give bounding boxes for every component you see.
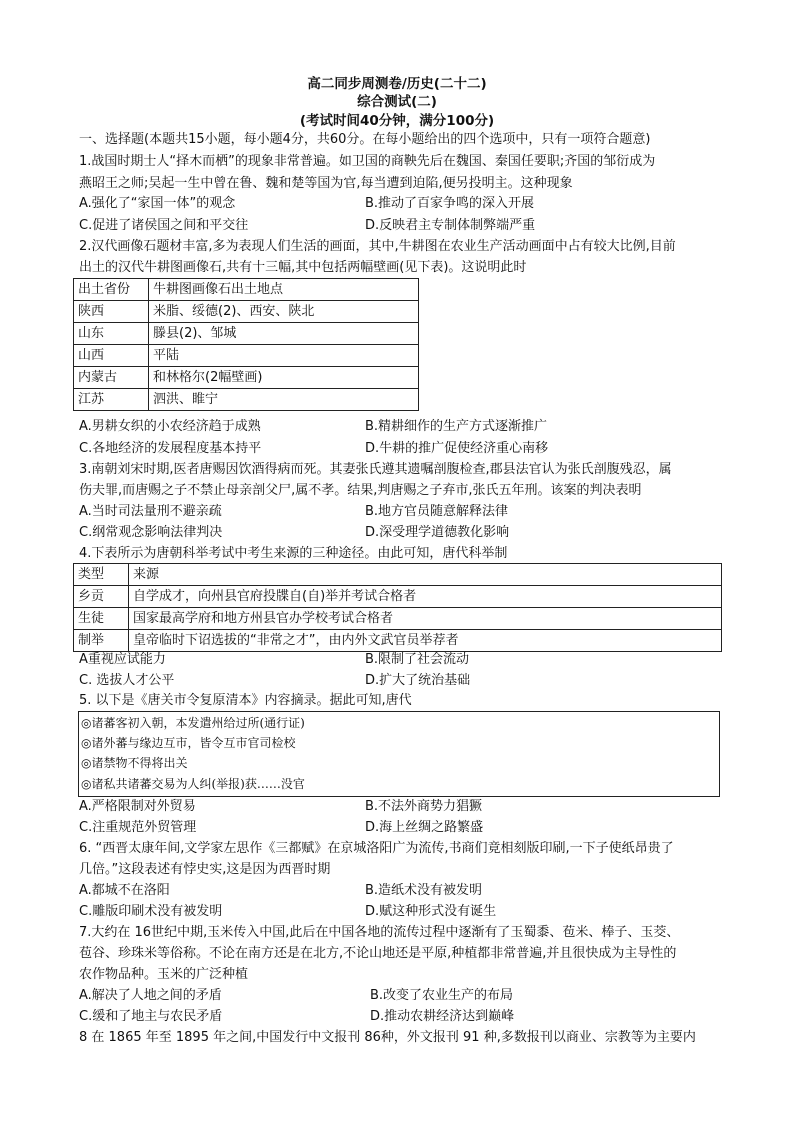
q2-stem-line1: 2.汉代画像石题材丰富,多为表现人们生活的画面，其中,牛耕图在农业生产活动画面中占有较大比例,目前 <box>79 239 676 254</box>
q5-option-b: B.不法外商势力猖獗 <box>365 799 483 814</box>
table-header-cell: 类型 <box>74 564 129 586</box>
q3-option-d: D.深受理学道德教化影响 <box>365 525 510 540</box>
q5-option-d: D.海上丝绸之路繁盛 <box>365 820 484 835</box>
q1-option-c: C.促进了诸侯国之间和平交往 <box>79 218 249 233</box>
table-header-cell: 来源 <box>129 564 722 586</box>
q3-stem-line2: 伤夫罪,而唐赐之子不禁止母亲剖父尸,属不孝。结果,判唐赐之子弃市,张氏五年刑。该案的判决表明 <box>79 483 642 498</box>
q7-option-b: B.改变了农业生产的布局 <box>370 988 514 1003</box>
table-cell: 自学成才，向州县官府投牒自(自)举并考试合格者 <box>129 586 722 608</box>
q5-stem: 5. 以下是《唐关市令复原清本》内容摘录。据此可知,唐代 <box>79 693 412 708</box>
q4-option-b: B.限制了社会流动 <box>365 652 470 667</box>
q5-excerpt-line: ◎诸禁物不得将出关 <box>81 756 188 770</box>
table-cell: 滕县(2)、邹城 <box>149 323 419 345</box>
table-header-cell: 牛耕图画像石出土地点 <box>149 279 419 301</box>
q1-stem-line2: 燕昭王之师;吴起一生中曾在鲁、魏和楚等国为官,每当遭到迫陷,便另投明主。这种现象 <box>79 176 573 191</box>
q2-option-a: A.男耕女织的小农经济趋于成熟 <box>79 419 261 434</box>
q4-option-c: C. 选拔人才公平 <box>79 673 175 688</box>
q5-excerpt-line: ◎诸蕃客初入朝，本发遣州给过所(通行证) <box>81 716 305 730</box>
table-cell: 国家最高学府和地方州县官办学校考试合格者 <box>129 608 722 630</box>
table-cell: 米脂、绥德(2)、西安、陕北 <box>149 301 419 323</box>
q3-stem-line1: 3.南朝刘宋时期,医者唐赐因饮酒得病而死。其妻张氏遵其遗嘱剖腹检查,郡县法官认为张氏剖腹残忍，属 <box>79 462 672 477</box>
q7-option-d: D.推动农耕经济达到巅峰 <box>370 1009 515 1024</box>
q2-stem-line2: 出土的汉代牛耕图画像石,共有十三幅,其中包括两幅壁画(见下表)。这说明此时 <box>79 260 527 275</box>
q2-option-b: B.精耕细作的生产方式逐渐推广 <box>365 419 548 434</box>
q7-stem-line3: 农作物品种。玉米的广泛种植 <box>79 967 249 982</box>
table-row <box>74 389 419 411</box>
q3-option-a: A.当时司法量刑不避亲疏 <box>79 504 222 519</box>
q3-option-c: C.纲常观念影响法律判决 <box>79 525 223 540</box>
q5-option-c: C.注重规范外贸管理 <box>79 820 197 835</box>
q1-option-b: B.推动了百家争鸣的深入开展 <box>365 196 535 211</box>
q3-option-b: B.地方官员随意解释法律 <box>365 504 509 519</box>
q5-excerpt-box <box>78 711 720 797</box>
table-cell: 内蒙古 <box>74 367 149 389</box>
table-row <box>74 630 722 652</box>
table-cell: 平陆 <box>149 345 419 367</box>
table-cell: 乡贡 <box>74 586 129 608</box>
page-title: 高二同步周测卷/历史(二十二) <box>307 76 487 92</box>
q6-option-a: A.都城不在洛阳 <box>79 883 170 898</box>
table-row <box>74 367 419 389</box>
q6-option-d: D.赋这种形式没有诞生 <box>365 904 497 919</box>
table-row <box>74 586 722 608</box>
table-header-row <box>74 564 722 586</box>
table-header-row <box>74 279 419 301</box>
q5-excerpt-line: ◎诸私共诸蕃交易为人纠(举报)获……没官 <box>81 777 305 791</box>
section-instruction: 一、选择题(本题共15小题，每小题4分，共60分。在每小题给出的四个选项中，只有一项符合题意) <box>79 132 651 147</box>
q1-stem-line1: 1.战国时期士人“择木而栖”的现象非常普遍。如卫国的商鞅先后在魏国、秦国任要职;齐国的邹衍成为 <box>79 154 656 169</box>
exam-info: (考试时间40分钟，满分100分) <box>299 113 495 129</box>
table-cell: 陕西 <box>74 301 149 323</box>
table-row <box>74 323 419 345</box>
q8-stem: 8 在 1865 年至 1895 年之间,中国发行中文报刊 86种，外文报刊 91 种,多数报刊以商业、宗教等为主要内 <box>79 1030 696 1045</box>
q6-option-b: B.造纸术没有被发明 <box>365 883 483 898</box>
q6-stem-line2: 几倍。”这段表述有悖史实,这是因为西晋时期 <box>79 862 331 877</box>
q7-option-a: A.解决了人地之间的矛盾 <box>79 988 222 1003</box>
q1-option-d: D.反映君主专制体制弊端严重 <box>365 218 536 233</box>
q4-option-a: A重视应试能力 <box>79 652 166 667</box>
table-cell: 制举 <box>74 630 129 652</box>
table-cell: 泗洪、睢宁 <box>149 389 419 411</box>
q2-option-d: D.牛耕的推广促使经济重心南移 <box>365 441 549 456</box>
table-row <box>74 345 419 367</box>
table-header-cell: 出土省份 <box>74 279 149 301</box>
q4-table <box>73 563 722 652</box>
q5-excerpt-line: ◎诸外蕃与缘边互市，皆令互市官司检校 <box>81 736 296 750</box>
q6-option-c: C.雕版印刷术没有被发明 <box>79 904 223 919</box>
q7-stem-line2: 苞谷、珍珠米等俗称。不论在南方还是在北方,不论山地还是平原,种植都非常普遍,并且很快成为主导性的 <box>79 946 677 961</box>
table-cell: 江苏 <box>74 389 149 411</box>
q2-option-c: C.各地经济的发展程度基本持平 <box>79 441 262 456</box>
q7-stem-line1: 7.大约在 16世纪中期,玉米传入中国,此后在中国各地的流传过程中逐渐有了玉蜀黍、苞米、棒子、玉茭、 <box>79 925 680 940</box>
q4-stem: 4.下表所示为唐朝科举考试中考生来源的三种途径。由此可知，唐代科举制 <box>79 546 508 561</box>
page-subtitle: 综合测试(二) <box>357 94 437 110</box>
q4-option-d: D.扩大了统治基础 <box>365 673 471 688</box>
q5-option-a: A.严格限制对外贸易 <box>79 799 196 814</box>
q6-stem-line1: 6. “西晋太康年间,文学家左思作《三都赋》在京城洛阳广为流传,书商们竟相刻版印刷,一下子使纸昂贵了 <box>79 841 674 856</box>
table-cell: 和林格尔(2幅壁画) <box>149 367 419 389</box>
table-cell: 山东 <box>74 323 149 345</box>
q2-table <box>73 278 419 411</box>
q7-option-c: C.缓和了地主与农民矛盾 <box>79 1009 223 1024</box>
table-row <box>74 608 722 630</box>
table-row <box>74 301 419 323</box>
table-cell: 皇帝临时下诏选拔的“非常之才”，由内外文武官员举荐者 <box>129 630 722 652</box>
table-cell: 生徒 <box>74 608 129 630</box>
table-cell: 山西 <box>74 345 149 367</box>
q1-option-a: A.强化了“家国一体”的观念 <box>79 196 236 211</box>
